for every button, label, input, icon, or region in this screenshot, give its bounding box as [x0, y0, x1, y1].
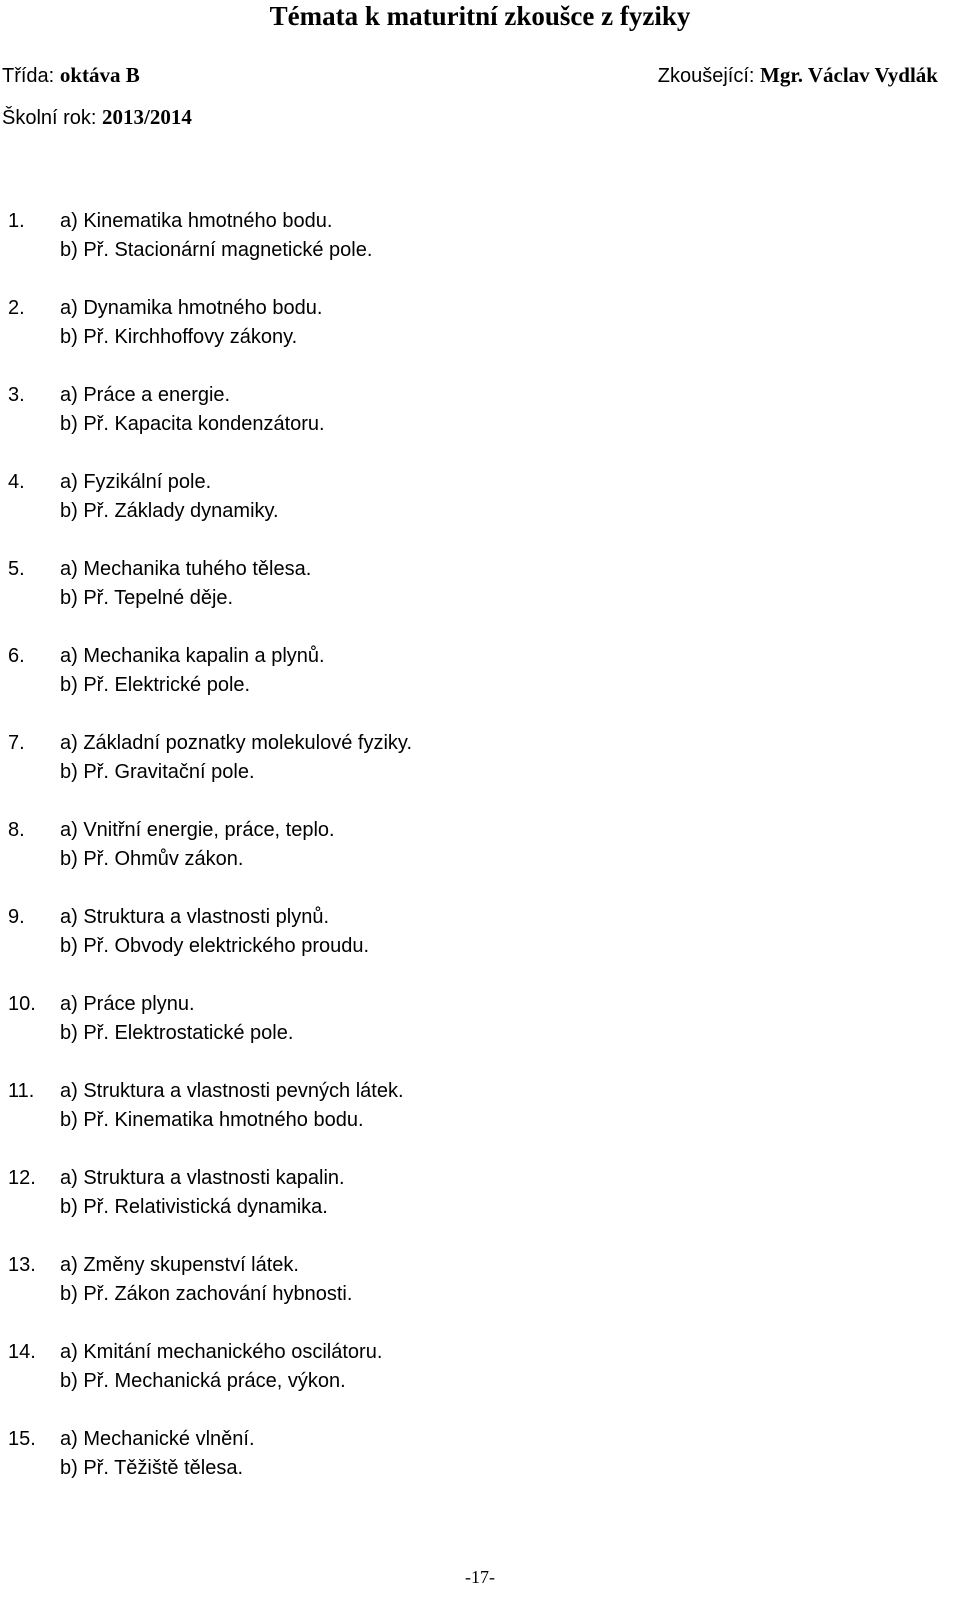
topic-part-a: a) Mechanika kapalin a plynů. — [60, 645, 325, 667]
topic-part-b: b) Př. Elektrostatické pole. — [60, 1022, 294, 1044]
class-value: oktáva B — [59, 63, 140, 87]
topic-item — [0, 903, 960, 990]
page-title: Témata k maturitní zkoušce z fyziky — [269, 1, 691, 31]
topic-number: 10. — [8, 993, 36, 1015]
topic-item — [0, 729, 960, 816]
topic-part-b: b) Př. Relativistická dynamika. — [60, 1196, 328, 1218]
topic-item — [0, 1338, 960, 1425]
topic-part-b: b) Př. Tepelné děje. — [60, 587, 234, 609]
class-info — [2, 62, 140, 89]
topic-part-a: a) Práce a energie. — [60, 384, 231, 406]
topic-item — [0, 1164, 960, 1251]
topic-part-a: a) Kmitání mechanického oscilátoru. — [60, 1341, 383, 1363]
topic-item — [0, 642, 960, 729]
topic-item — [0, 381, 960, 468]
topic-part-b: b) Př. Ohmův zákon. — [60, 848, 244, 870]
topic-number: 1. — [8, 210, 25, 232]
topic-number: 7. — [8, 732, 25, 754]
topic-item — [0, 990, 960, 1077]
topic-number: 12. — [8, 1167, 36, 1189]
topic-part-a: a) Fyzikální pole. — [60, 471, 212, 493]
topic-item — [0, 1077, 960, 1164]
topic-number: 3. — [8, 384, 25, 406]
topic-part-b: b) Př. Mechanická práce, výkon. — [60, 1370, 346, 1392]
topic-item — [0, 468, 960, 555]
school-year-value: 2013/2014 — [102, 105, 192, 129]
school-year-label: Školní rok: — [2, 107, 97, 129]
topic-part-a: a) Struktura a vlastnosti pevných látek. — [60, 1080, 404, 1102]
topic-part-a: a) Práce plynu. — [60, 993, 195, 1015]
topic-part-b: b) Př. Elektrické pole. — [60, 674, 251, 696]
topic-part-b: b) Př. Kapacita kondenzátoru. — [60, 413, 325, 435]
topic-number: 14. — [8, 1341, 36, 1363]
page-number: -17- — [465, 1567, 495, 1587]
topic-list — [0, 207, 960, 1512]
topic-part-a: a) Změny skupenství látek. — [60, 1254, 299, 1276]
topic-number: 15. — [8, 1428, 36, 1450]
topic-item — [0, 816, 960, 903]
class-label: Třída: — [2, 65, 55, 87]
school-year-info — [2, 104, 192, 131]
topic-part-b: b) Př. Gravitační pole. — [60, 761, 255, 783]
topic-item — [0, 207, 960, 294]
topic-number: 11. — [8, 1080, 35, 1102]
topic-part-b: b) Př. Obvody elektrického proudu. — [60, 935, 370, 957]
examiner-value: Mgr. Václav Vydlák — [760, 63, 938, 87]
topic-part-b: b) Př. Kinematika hmotného bodu. — [60, 1109, 364, 1131]
topic-item — [0, 1425, 960, 1512]
topic-part-a: a) Mechanické vlnění. — [60, 1428, 255, 1450]
topic-item — [0, 555, 960, 642]
topic-part-a: a) Mechanika tuhého tělesa. — [60, 558, 312, 580]
topic-number: 4. — [8, 471, 25, 493]
topic-part-a: a) Vnitřní energie, práce, teplo. — [60, 819, 335, 841]
topic-number: 9. — [8, 906, 25, 928]
topic-number: 2. — [8, 297, 25, 319]
topic-part-b: b) Př. Základy dynamiky. — [60, 500, 279, 522]
topic-number: 5. — [8, 558, 25, 580]
topic-number: 8. — [8, 819, 25, 841]
topic-item — [0, 294, 960, 381]
topic-number: 13. — [8, 1254, 36, 1276]
topic-part-b: b) Př. Těžiště tělesa. — [60, 1457, 244, 1479]
topic-part-b: b) Př. Kirchhoffovy zákony. — [60, 326, 298, 348]
topic-part-a: a) Kinematika hmotného bodu. — [60, 210, 333, 232]
topic-part-b: b) Př. Zákon zachování hybnosti. — [60, 1283, 353, 1305]
examiner-info — [658, 62, 938, 89]
topic-part-b: b) Př. Stacionární magnetické pole. — [60, 239, 373, 261]
topic-part-a: a) Dynamika hmotného bodu. — [60, 297, 323, 319]
topic-number: 6. — [8, 645, 25, 667]
topic-item — [0, 1251, 960, 1338]
examiner-label: Zkoušející: — [657, 65, 755, 87]
topic-part-a: a) Struktura a vlastnosti kapalin. — [60, 1167, 345, 1189]
topic-part-a: a) Základní poznatky molekulové fyziky. — [60, 732, 413, 754]
topic-part-a: a) Struktura a vlastnosti plynů. — [60, 906, 330, 928]
